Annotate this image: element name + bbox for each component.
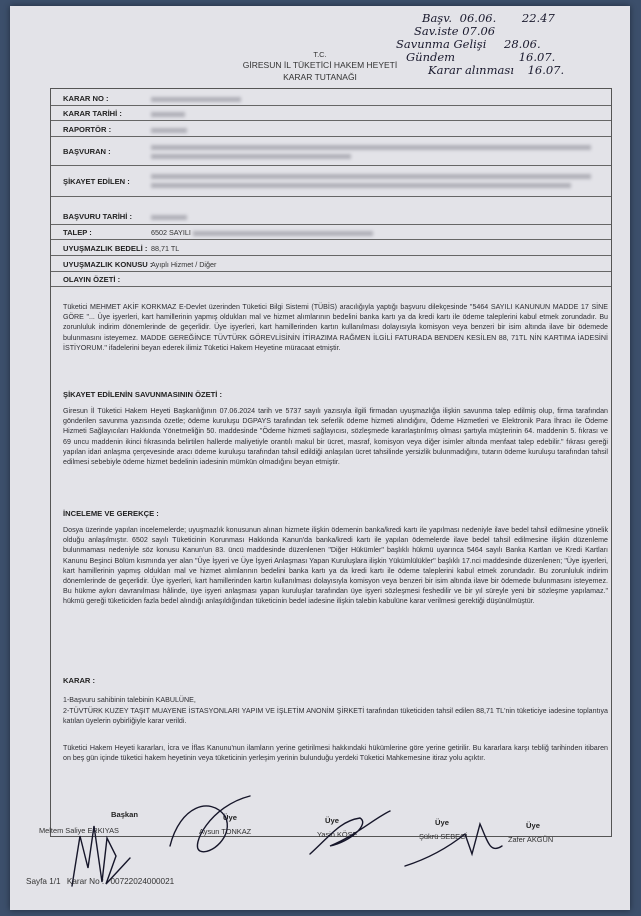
signature-name-uye-3: Şükrü SEBECİ — [419, 832, 468, 841]
signature-name-uye-4: Zafer AKGÜN — [508, 835, 554, 844]
olayin-ozeti-text: Tüketici MEHMET AKİF KORKMAZ E-Devlet üzerinden Tüketici Bilgi Sistemi (TÜBİS) aracılığıyla yaptığı başvuru dilekçesinde "5464 SAYILI KANUNUN MADDE 17 SİNE GÖRE "... Üye işyerleri, kart hamillerinin yapmış oldukları mal ve hizmet alımlarının bedelini banka kartı ya da kredi kartı ile ödeme taleplerini kabul etmek zorundadır. Bu zorunluluk indirim dönemlerinde de geçerlidir. Üye işyerleri, kart hamillerinden kartın kullanılması dolayısıyla komisyon veya benzeri bir isim altında ilave bir ödemede bulunmasını isteyemez. MADDE GEREĞİNCE TÜVTÜRK GÖREVLİSİNİN İTİRAZIMA RAĞMEN İLGİLİ FATURADA BENDEN KESİLEN 88, 71TL NİN KARTIMA İADESİNİ İSTİYORUM." ifadelerini beyan ederek ilimiz Tüketici Hakem Heyetine müracaat etmiştir. — [63, 303, 608, 352]
hand-note-gundem: Gündem 16.07. — [406, 50, 556, 64]
hand-note-karar: Karar alınması 16.07. — [428, 63, 565, 77]
field-karar-no: KARAR NO : — [51, 89, 611, 106]
signature-scribble-uye-2 — [310, 811, 390, 854]
header-doc-title: KARAR TUTANAĞI — [283, 72, 357, 82]
signature-role-uye-3: Üye — [435, 818, 449, 827]
footer-karar-no-label: Karar No : — [66, 877, 105, 886]
footer-page: Sayfa 1/1 — [26, 877, 61, 886]
savunma-title: ŞİKAYET EDİLENİN SAVUNMASININ ÖZETİ : — [63, 390, 223, 399]
field-raportor: RAPORTÖR : — [51, 120, 611, 137]
hand-note-basvuru: Başv. 06.06. 22.47 — [422, 11, 555, 25]
section-olayin-ozeti-header: OLAYIN ÖZETİ : — [51, 271, 611, 287]
signature-name-uye-2: Yasin KÖSE — [317, 830, 358, 839]
header-tc: T.C. — [313, 50, 327, 59]
signature-name-baskan: Meltem Saliye ERKIYAS — [39, 826, 119, 835]
footer-karar-no: 00722024000021 — [110, 877, 175, 886]
signature-scribble-uye-1 — [170, 796, 250, 852]
field-uyusmazlik-konusu: UYUŞMAZLIK KONUSU : Ayıplı Hizmet / Diğer — [51, 255, 611, 272]
field-sikayet-edilen: ŞİKAYET EDİLEN : — [51, 165, 611, 197]
karar-title: KARAR : — [63, 676, 96, 685]
footer — [26, 877, 174, 886]
field-basvuran: BAŞVURAN : — [51, 136, 611, 166]
field-talep: TALEP : 6502 SAYILI — [51, 224, 611, 240]
header-institution: GİRESUN İL TÜKETİCİ HAKEM HEYETİ — [242, 60, 398, 70]
savunma-text: Giresun İl Tüketici Hakem Heyeti Başkanlığının 07.06.2024 tarih ve 5737 sayılı yazısıyla ilgili firmadan uyuşmazlığa ilişkin savunma talep edilmiş olup, firma tarafından gönderilen savunma yazısında özetle; ödeme kuruluşu DGPAYS tarafından tek seferlik ödeme hizmeti alındığını, Ödeme Hizmetleri ve Elektronik Para İhracı ile Ödeme Hizmeti Sağlayıcıları Hakkında Yönetmeliğin 50. maddesinde "Ödeme hizmeti sağlayıcısı, sözleşmede kararlaştırılmış olması şartıyla müşterinin 64. maddenin 5. fıkrası ve 69 uncu maddenin ikinci fıkrasında belirtilen hallerde maliyetiyle orantılı makul bir ücret, masraf, komisyon veya diğer isimler altında menfaat talep edebilir." fıkrası gereği yapılan idari anlaşma çerçevesinde aracı ödeme kuruluşu tarafından tahsil edildiği anlaşılan ücret tahsilinde yersizlik bulunmadığını, tutarın ödeme kuruluşu tarafından tahsil edilmesi sebebiyle ödeme hizmet bedelinin iadesinin mümkün olmadığını beyan etmiştir. — [63, 407, 608, 467]
signature-role-uye-4: Üye — [526, 821, 540, 830]
karar-note: Tüketici Hakem Heyeti kararları, İcra ve İflas Kanunu'nun ilamların yerine getirilmesi hakkındaki hükümlerine göre yerine getirilir. Bu kararlara karşı tebliğ tarihinden itibaren on beş gün içinde tüketici hakem heyetinin veya tüketicinin yerleşim yerinin bulunduğu yerdeki Tüketici Mahkemesine itiraz yolu açıktır. — [63, 744, 608, 763]
signature-name-uye-1: Aysun TONKAZ — [199, 827, 252, 836]
karar-item-1: 1-Başvuru sahibinin talebinin KABULÜNE, — [63, 696, 196, 704]
signature-role-uye-1: Üye — [223, 813, 237, 822]
field-basvuru-tarihi: BAŞVURU TARİHİ : — [51, 196, 611, 225]
hand-note-savunma-gelisi: Savunma Gelişi 28.06. — [396, 37, 541, 51]
hand-note-savunma-iste: Sav.iste 07.06 — [414, 24, 496, 38]
document-page — [10, 6, 630, 910]
signature-role-uye-2: Üye — [325, 816, 339, 825]
karar-item-2: 2-TÜVTÜRK KUZEY TAŞIT MUAYENE İSTASYONLARI YAPIM VE İŞLETİM ANONİM ŞİRKETİ tarafından tüketiciden tahsil edilen 88,71 TL'nin tüketiciye iadesine toplantıya katılan üyelerin oybirliğiyle karar verildi. — [63, 707, 608, 726]
inceleme-text: Dosya üzerinde yapılan incelemelerde; uyuşmazlık konusunun alınan hizmete ilişkin ödemenin banka/kredi kartı ile yapılması nedeniyle ilave bedel tahsil edilmesine yönelik olduğu anlaşılmıştır. 6502 sayılı Tüketicinin Korunması Hakkında Kanun'da banka/kredi kartı ile yapılan ödemelerde ilave bedel tahsil edilmesine ilişkin düzenleme bulunmaması nedeniyle söz konusu Kanun'un 83. üncü maddesinde düzenlenen "Diğer Hükümler" başlıklı hükmü uyarınca 5464 sayılı Banka Kartları ve Kredi Kartları Kanunu Beşinci Bölüm kısmında yer alan "Üye İşyeri ve Üye İşyeri Anlaşması Yapan Kuruluşlara ilişkin Yükümlülükler" başlıklı 17.nci maddesinde düzenlenen; "Üye işyerleri, kart hamillerinin yapmış oldukları mal ve hizmet alımlarının bedelini banka kartı ya da kredi kartı ile ödeme taleplerini kabul etmek zorundadır. Bu zorunluluk indirim dönemlerinde de geçerlidir. Üye işyerleri, kart hamillerinden kartın kullanılması dolayısıyla komisyon veya benzeri bir isim altında ilave bir ödemede bulunmasını isteyemez. Bu hükme aykırı davranılması hâlinde, üye işyeri anlaşması yapan kuruluşlar tarafından üye işyeri sözleşmesi feshedilir ve bir yıl süreyle yeni bir sözleşme yapılamaz." hükmü gereği tüketiciden fazla bedel alındığı anlaşıldığından tüketicinin bedel iadesine ilişkin talebin kabulüne karar verilmesi gerektiği düşünülmüştür. — [63, 526, 608, 606]
signature-scribble-uye-3 — [405, 824, 502, 866]
inceleme-title: İNCELEME VE GEREKÇE : — [63, 509, 159, 518]
signature-scribbles — [10, 6, 630, 910]
field-karar-tarihi: KARAR TARİHİ : — [51, 105, 611, 121]
signature-role-baskan: Başkan — [111, 810, 139, 819]
field-uyusmazlik-bedeli: UYUŞMAZLIK BEDELİ : 88,71 TL — [51, 239, 611, 256]
